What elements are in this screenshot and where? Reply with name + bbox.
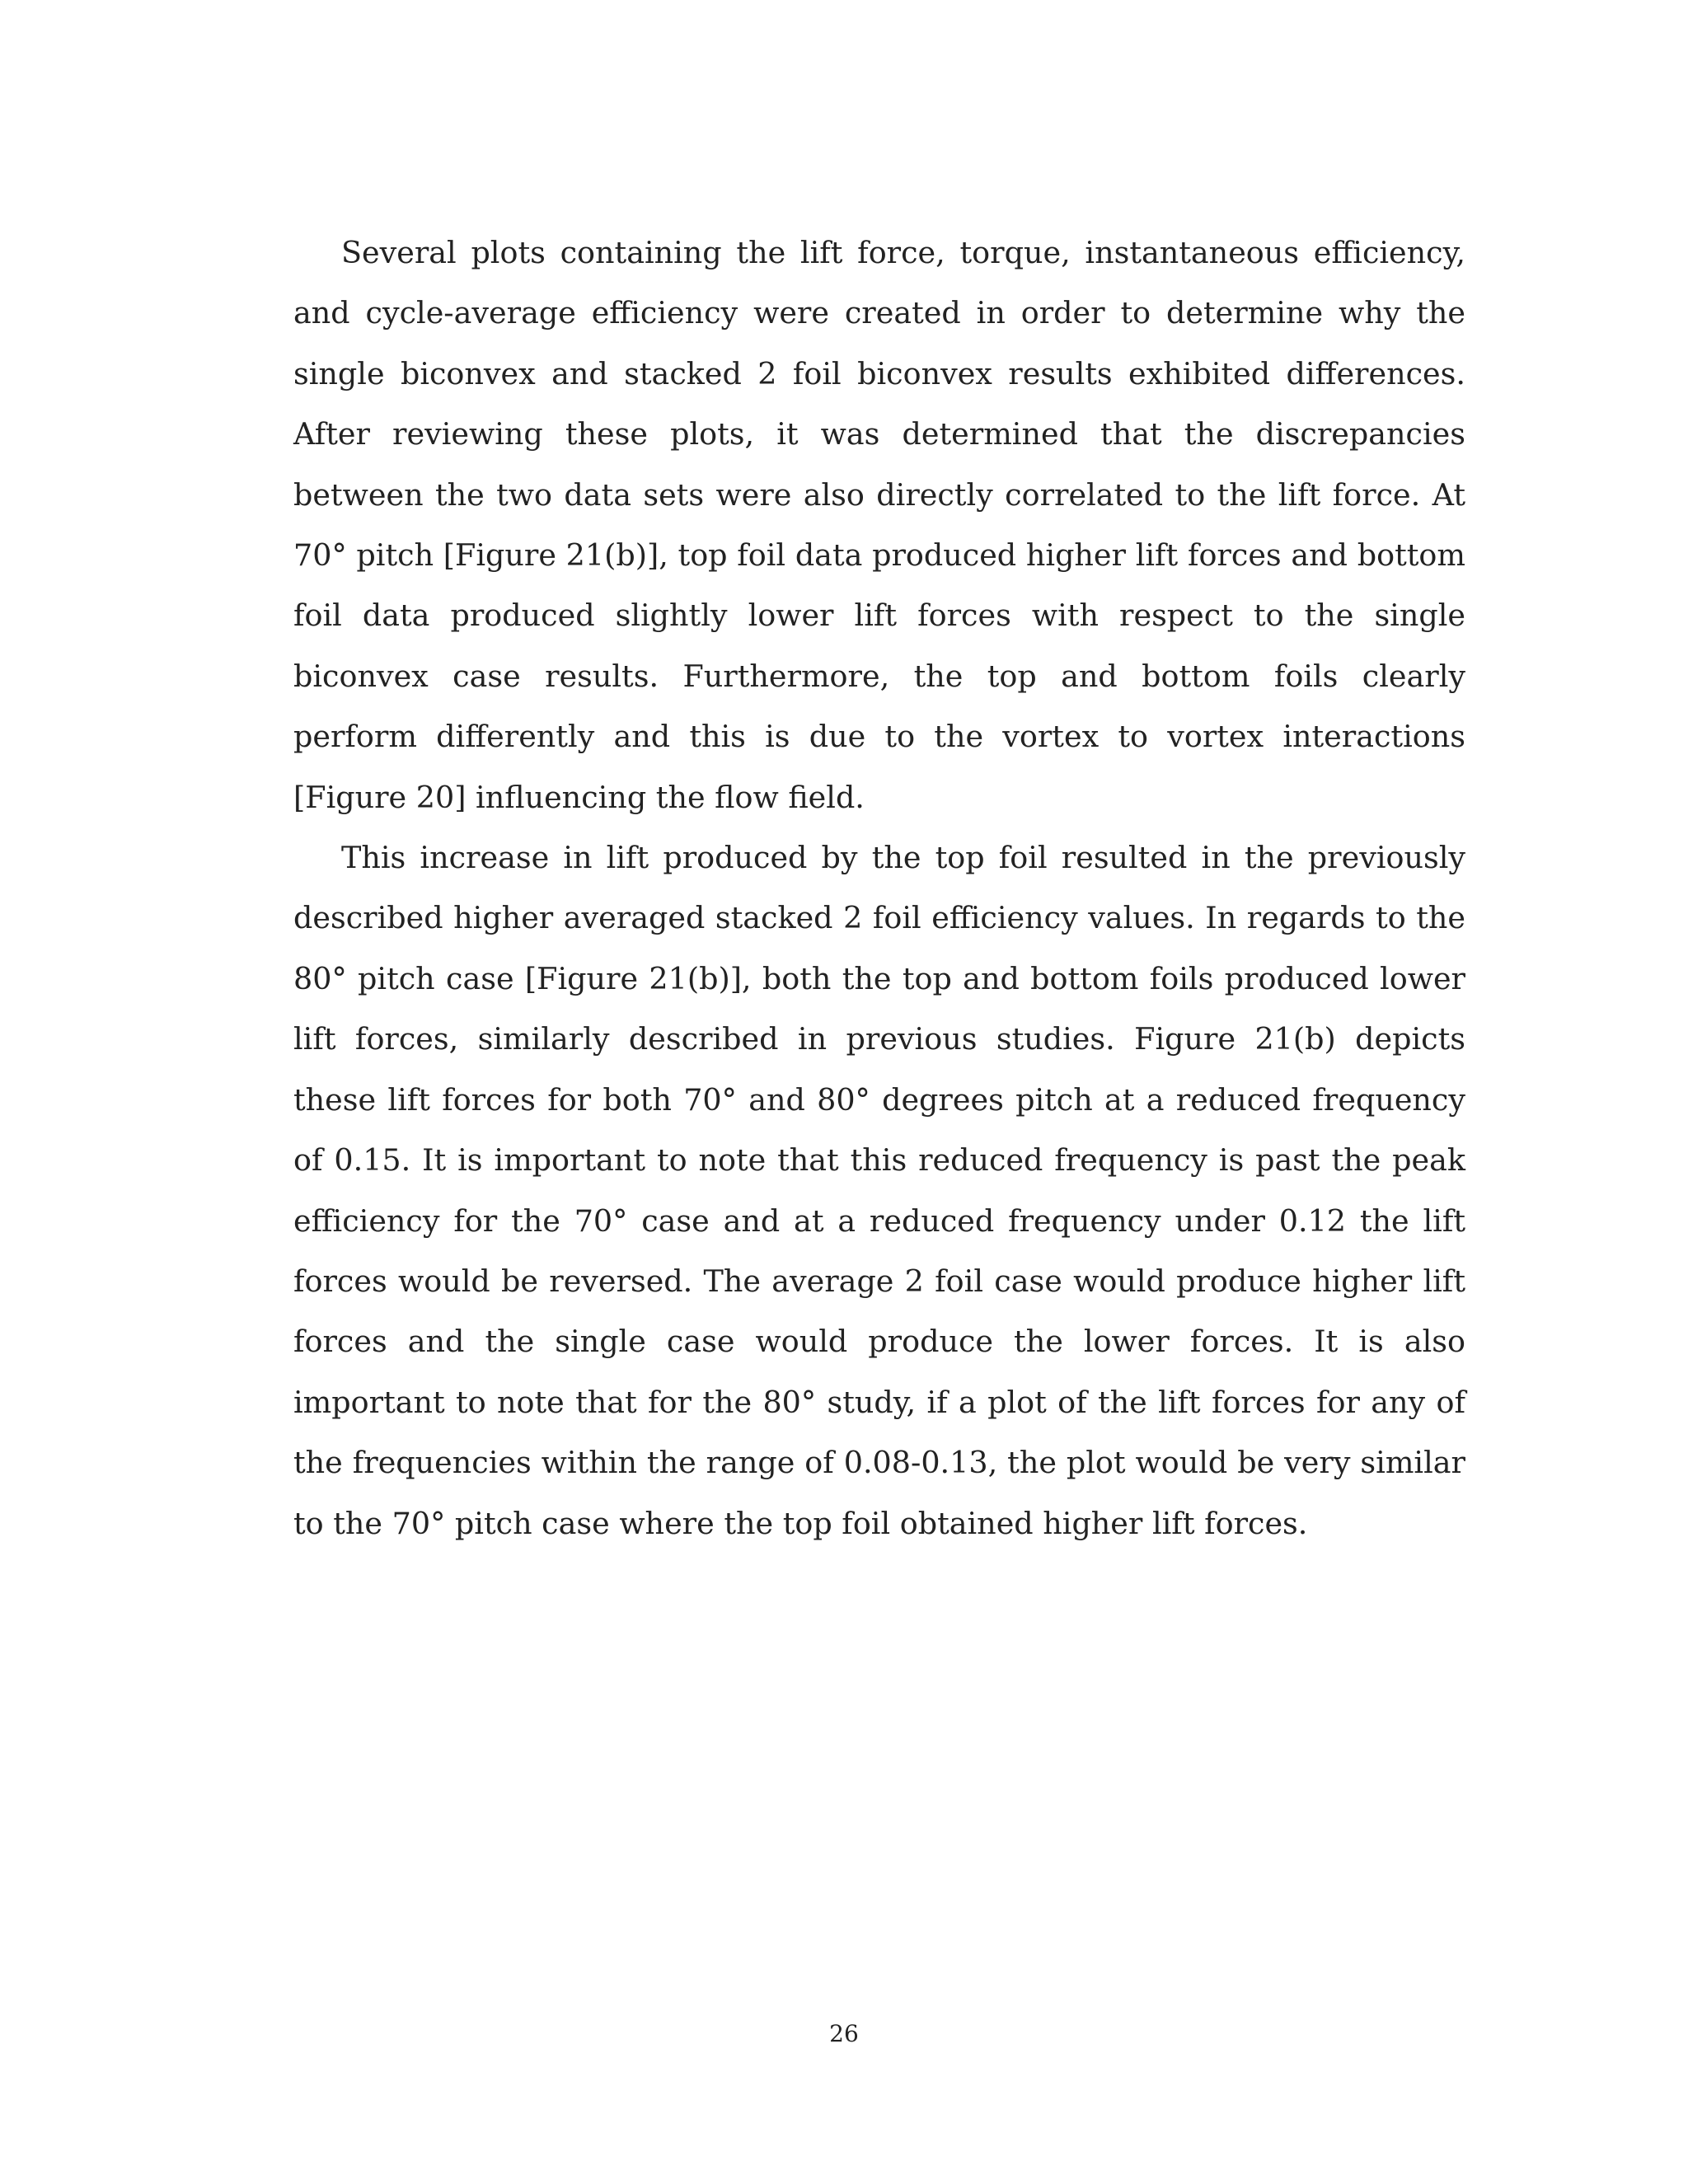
- body-text: [293, 223, 1465, 1554]
- paragraph-2: This increase in lift produced by the top foil resulted in the previously described higher averaged stacked 2 foil efficiency values. In regards to the 80° pitch case [Figure 21(b)], both the top and bottom foils produced lower lift forces, similarly described in previous studies. Figure 21(b) depicts these lift forces for both 70° and 80° degrees pitch at a reduced frequency of 0.15. It is important to note that this reduced frequency is past the peak efficiency for the 70° case and at a reduced frequency under 0.12 the lift forces would be reversed. The average 2 foil case would produce higher lift forces and the single case would produce the lower forces. It is also important to note that for the 80° study, if a plot of the lift forces for any of the frequencies within the range of 0.08-0.13, the plot would be very similar to the 70° pitch case where the top foil obtained higher lift forces.: [293, 840, 1465, 1541]
- paragraph-1: Several plots containing the lift force, torque, instantaneous efficiency, and cycle-average efficiency were created in order to determine why the single biconvex and stacked 2 foil biconvex results exhibited differences. After reviewing these plots, it was determined that the discrepancies between the two data sets were also directly correlated to the lift force. At 70° pitch [Figure 21(b)], top foil data produced higher lift forces and bottom foil data produced slightly lower lift forces with respect to the single biconvex case results. Furthermore, the top and bottom foils clearly perform differently and this is due to the vortex to vortex interactions [Figure 20] influencing the flow field.: [293, 235, 1465, 815]
- page-number: 26: [829, 2020, 859, 2047]
